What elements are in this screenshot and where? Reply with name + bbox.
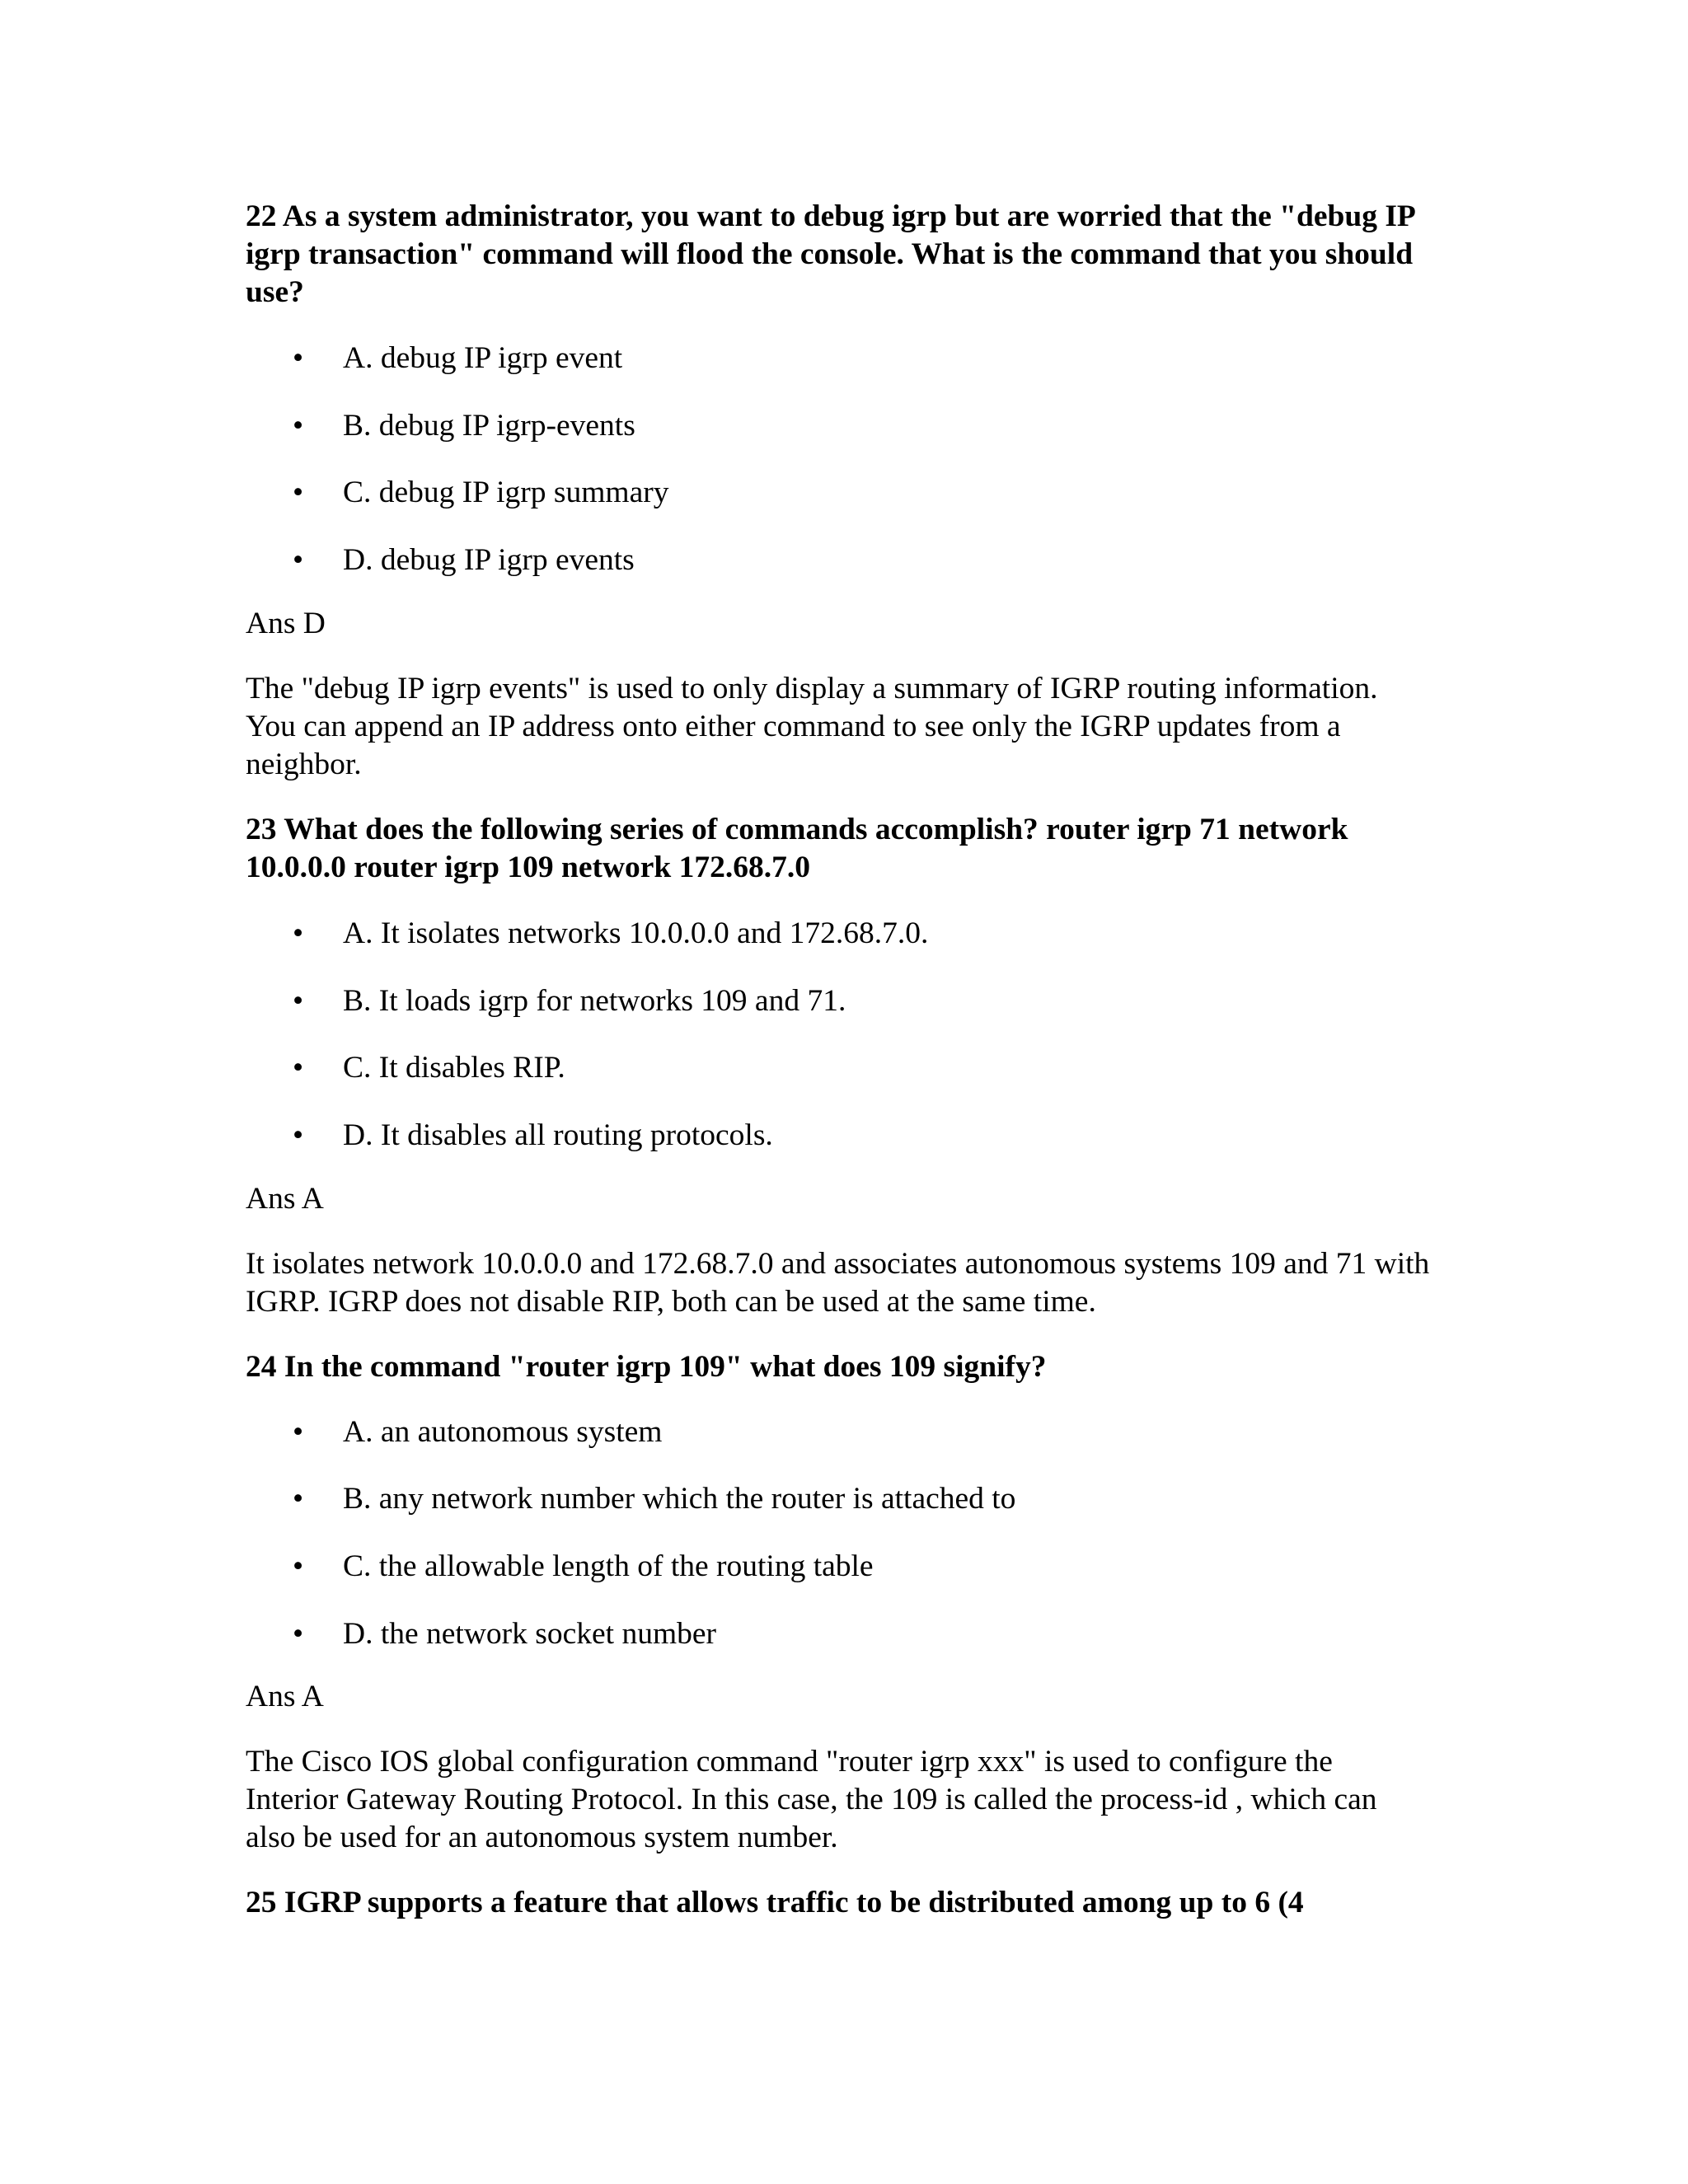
option-text: A. It isolates networks 10.0.0.0 and 172.68.7.0. — [343, 916, 929, 950]
question-23: 23 What does the following series of commands accomplish? router igrp 71 network 10.0.0.0 router igrp 109 network 172.68.7.0 — [246, 813, 1348, 884]
option-22-b — [246, 407, 1432, 445]
option-24-d — [246, 1615, 1432, 1653]
option-22-c — [246, 474, 1432, 512]
bullet-icon: • — [293, 984, 304, 1018]
option-text: A. debug IP igrp event — [343, 341, 623, 375]
explanation-23: It isolates network 10.0.0.0 and 172.68.7.0 and associates autonomous systems 109 and 71 with IGRP. IGRP does not disable RIP, both can be used at the same time. — [246, 1247, 1430, 1319]
answer-23: Ans A — [246, 1182, 324, 1216]
bullet-icon: • — [293, 1482, 304, 1516]
question-22: 22 As a system administrator, you want to debug igrp but are worried that the "debug IP igrp transaction" command will flood the console. What is the command that you should use? — [246, 199, 1414, 309]
option-24-b — [246, 1480, 1432, 1518]
option-24-c — [246, 1548, 1432, 1586]
option-23-d — [246, 1117, 1432, 1155]
option-text: C. It disables RIP. — [343, 1051, 565, 1085]
bullet-icon: • — [293, 1415, 304, 1449]
bullet-icon: • — [293, 1051, 304, 1085]
bullet-icon: • — [293, 543, 304, 577]
option-22-a — [246, 340, 1432, 377]
question-24: 24 In the command "router igrp 109" what does 109 signify? — [246, 1350, 1047, 1384]
option-23-b — [246, 982, 1432, 1020]
option-text: D. It disables all routing protocols. — [343, 1118, 773, 1152]
option-text: B. debug IP igrp-events — [343, 409, 635, 443]
option-text: B. any network number which the router is attached to — [343, 1482, 1016, 1516]
explanation-24: The Cisco IOS global configuration command "router igrp xxx" is used to configure the Interior Gateway Routing Protocol. In this case, the 109 is called the process-id , which can also be used for an autonomous system number. — [246, 1745, 1377, 1854]
bullet-icon: • — [293, 1549, 304, 1583]
question-25: 25 IGRP supports a feature that allows traffic to be distributed among up to 6 (4 — [246, 1886, 1304, 1919]
option-text: D. the network socket number — [343, 1617, 717, 1651]
option-22-d — [246, 541, 1432, 579]
option-text: A. an autonomous system — [343, 1415, 663, 1449]
bullet-icon: • — [293, 916, 304, 950]
explanation-22: The "debug IP igrp events" is used to only display a summary of IGRP routing information. You can append an IP address onto either command to see only the IGRP updates from a neighbor. — [246, 672, 1378, 781]
answer-24: Ans A — [246, 1680, 324, 1713]
option-text: D. debug IP igrp events — [343, 543, 635, 577]
bullet-icon: • — [293, 1617, 304, 1651]
bullet-icon: • — [293, 341, 304, 375]
option-23-c — [246, 1049, 1432, 1087]
option-23-a — [246, 915, 1432, 953]
option-text: C. the allowable length of the routing table — [343, 1549, 874, 1583]
bullet-icon: • — [293, 409, 304, 443]
bullet-icon: • — [293, 476, 304, 509]
option-text: B. It loads igrp for networks 109 and 71. — [343, 984, 846, 1018]
answer-22: Ans D — [246, 607, 326, 640]
option-text: C. debug IP igrp summary — [343, 476, 669, 509]
option-24-a — [246, 1413, 1432, 1451]
bullet-icon: • — [293, 1118, 304, 1152]
